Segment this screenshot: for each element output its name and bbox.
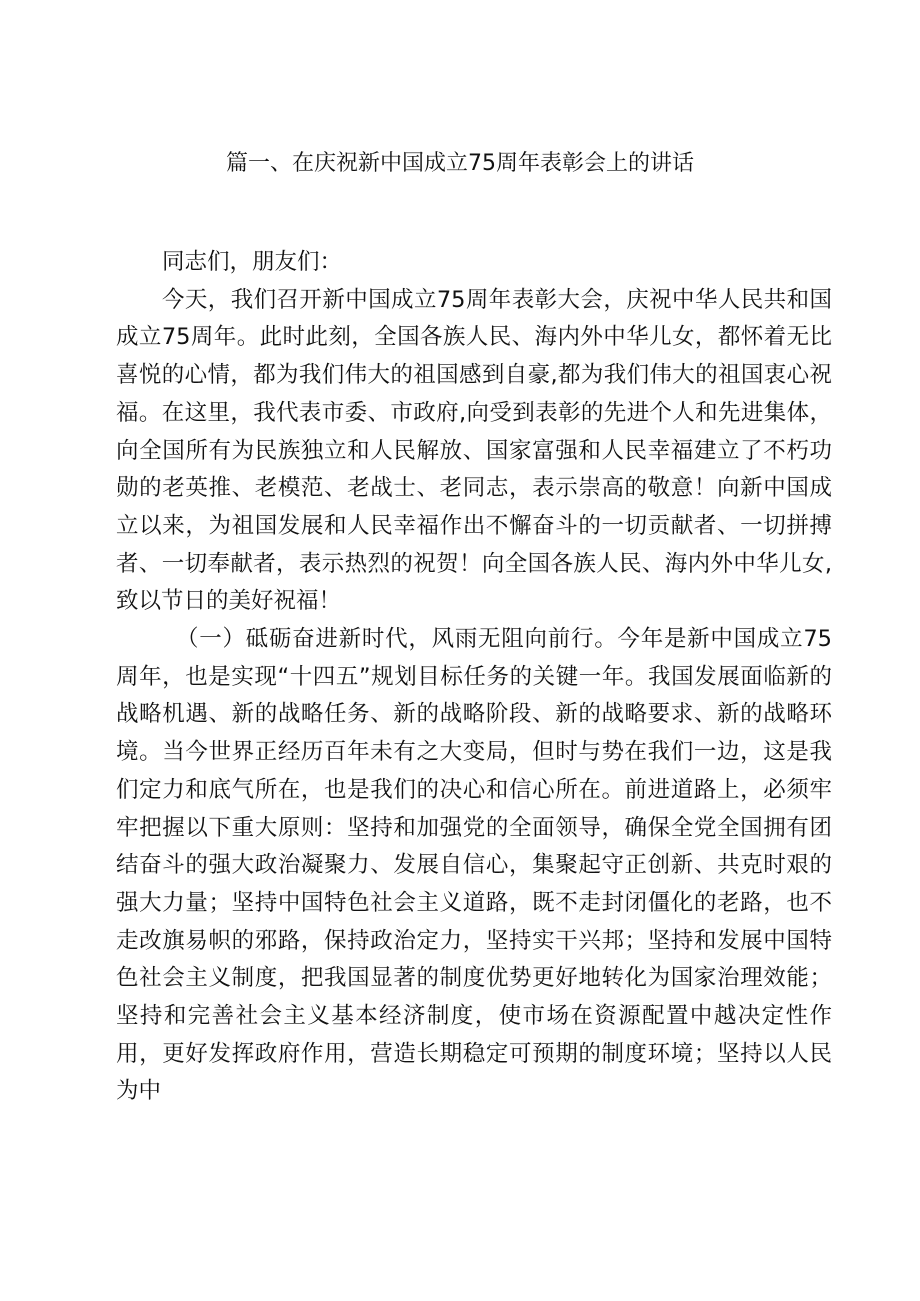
salutation: 同志们，朋友们： bbox=[162, 249, 343, 275]
document-body bbox=[116, 244, 832, 1111]
paragraph-intro: 今天，我们召开新中国成立75周年表彰大会，庆祝中华人民共和国成立75周年。此时此刻，全国各族人民、海内外中华儿女，都怀着无比喜悦的心情，都为我们伟大的祖国感到自豪,都为我们伟大的祖国衷心祝福。在这里，我代表市委、市政府,向受到表彰的先进个人和先进集体，向全国所有为民族独立和人民解放、国家富强和人民幸福建立了不朽功勋的老英推、老模范、老战士、老同志，表示崇高的敬意！向新中国成立以来，为祖国发展和人民幸福作出不懈奋斗的一切贡献者、一切拼搏者、一切奉献者，表示热烈的祝贺！向全国各族人民、海内外中华儿女,致以节日的美好祝福！ bbox=[116, 286, 832, 615]
paragraph-section-1: （一）砥砺奋进新时代，风雨无阻向前行。今年是新中国成立75周年，也是实现“十四五”规划目标任务的关键一年。我国发展面临新的战略机遇、新的战略任务、新的战略阶段、新的战略要求、新的战略环境。当今世界正经历百年未有之大变局，但时与势在我们一边，这是我们定力和底气所在，也是我们的决心和信心所在。前进道路上，必须牢牢把握以下重大原则：坚持和加强党的全面领导，确保全党全国拥有团结奋斗的强大政治凝聚力、发展自信心，集聚起守正创新、共克时艰的强大力量；坚持中国特色社会主义道路，既不走封闭僵化的老路，也不走改旗易帜的邪路，保持政治定力，坚持实干兴邦；坚持和发展中国特色社会主义制度，把我国显著的制度优势更好地转化为国家治理效能；坚持和完善社会主义基本经济制度，使市场在资源配置中越决定性作用，更好发挥政府作用，营造长期稳定可预期的制度环境；坚持以人民为中 bbox=[116, 626, 832, 1105]
document-title: 篇一、在庆祝新中国成立75周年表彰会上的讲话 bbox=[226, 151, 694, 176]
